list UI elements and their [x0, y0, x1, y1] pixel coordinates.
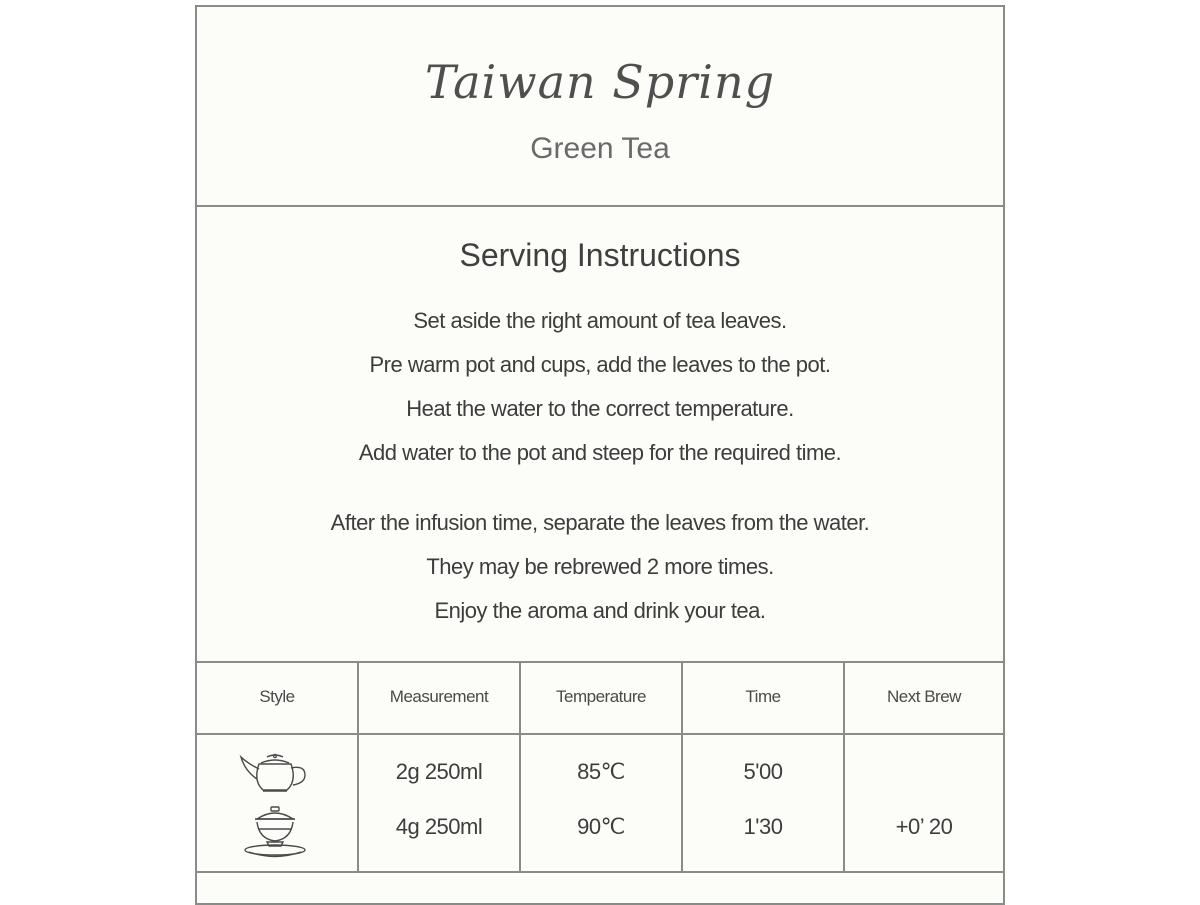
- header-label: Next Brew: [887, 687, 961, 706]
- gaiwan-icon: [237, 805, 313, 861]
- step-line: Pre warm pot and cups, add the leaves to the pot.: [369, 352, 831, 377]
- header-label: Temperature: [556, 687, 646, 706]
- after-steps-list: [197, 501, 1003, 633]
- steps-list: [197, 299, 1003, 475]
- next-brew-cell: [845, 735, 1003, 871]
- time-cell: [683, 735, 845, 871]
- instructions-title: Serving Instructions: [459, 237, 741, 273]
- header-cell-measurement: [359, 663, 521, 733]
- teapot-icon: [237, 751, 313, 795]
- temperature-cell: [521, 735, 683, 871]
- header-cell-temperature: [521, 663, 683, 733]
- header-label: Style: [259, 687, 295, 706]
- tea-card: [195, 5, 1005, 905]
- measurement-cell: [359, 735, 521, 871]
- measurement-value: 4g 250ml: [395, 814, 483, 839]
- table-header-row: [197, 663, 1003, 735]
- header-cell-style: [197, 663, 359, 733]
- header-cell-time: [683, 663, 845, 733]
- step-line: Set aside the right amount of tea leaves.: [413, 308, 787, 333]
- after-line: After the infusion time, separate the leaves from the water.: [330, 510, 870, 535]
- temperature-value: 85℃: [577, 759, 625, 784]
- serving-instructions-section: [197, 207, 1003, 663]
- header-cell-next-brew: [845, 663, 1003, 733]
- after-line: They may be rebrewed 2 more times.: [426, 554, 774, 579]
- time-value: 1'30: [743, 814, 783, 839]
- time-value: 5'00: [743, 759, 783, 784]
- temperature-value: 90℃: [577, 814, 625, 839]
- table-body-row: [197, 735, 1003, 873]
- after-line: Enjoy the aroma and drink your tea.: [434, 598, 766, 623]
- next-brew-value: +0’ 20: [895, 814, 953, 839]
- step-line: Heat the water to the correct temperature.: [406, 396, 794, 421]
- measurement-value: 2g 250ml: [395, 759, 483, 784]
- step-line: Add water to the pot and steep for the required time.: [358, 440, 842, 465]
- header-label: Measurement: [389, 687, 489, 706]
- tea-type-subtitle: Green Tea: [530, 132, 670, 165]
- card-header: [197, 7, 1003, 207]
- style-cell: [197, 735, 359, 871]
- header-label: Time: [745, 687, 781, 706]
- brand-title: Taiwan Spring: [424, 55, 776, 109]
